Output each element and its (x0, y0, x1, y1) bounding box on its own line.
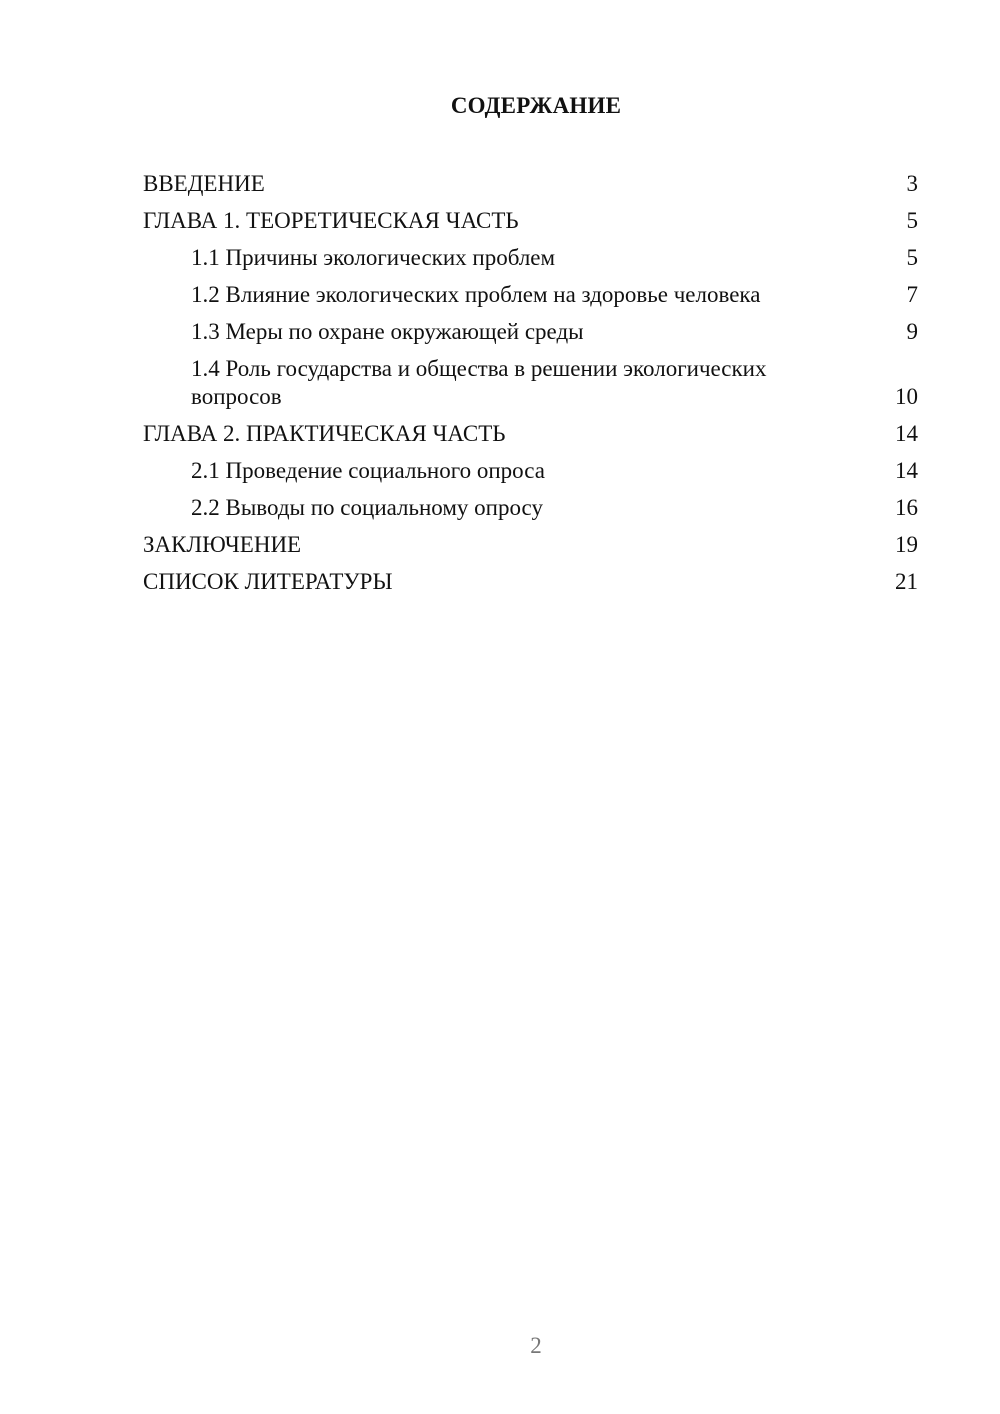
toc-entry-page: 16 (895, 495, 918, 520)
toc-entry-text: 2.1 Проведение социального опроса (191, 458, 545, 483)
toc-entry-text: ВВЕДЕНИЕ (143, 171, 265, 196)
toc-entry-page: 5 (906, 245, 918, 270)
toc-entry-page: 9 (906, 319, 918, 344)
toc-subentry[interactable] (143, 318, 918, 346)
toc-entry[interactable] (143, 170, 918, 198)
toc-entry-text: 1.4 Роль государства и общества в решении экологических вопросов (191, 356, 767, 409)
toc-subentry[interactable] (143, 457, 918, 485)
page-number: 2 (530, 1333, 542, 1358)
toc-entry-text: 1.3 Меры по охране окружающей среды (191, 319, 584, 344)
toc-entry-page: 14 (895, 421, 918, 446)
toc-entry[interactable] (143, 420, 918, 448)
toc-entry-page: 7 (906, 282, 918, 307)
toc-entry[interactable] (143, 531, 918, 559)
toc-entry-text: 2.2 Выводы по социальному опросу (191, 495, 543, 520)
toc-subentry[interactable] (143, 244, 918, 272)
toc-entry-page: 10 (895, 384, 918, 409)
toc-entry-page: 21 (895, 569, 918, 594)
toc-subentry[interactable] (143, 355, 918, 411)
toc-subentry[interactable] (143, 494, 918, 522)
toc-entry-page: 19 (895, 532, 918, 557)
toc-entry-text: ЗАКЛЮЧЕНИЕ (143, 532, 302, 557)
toc-entry-page: 5 (906, 208, 918, 233)
toc-entry[interactable] (143, 568, 918, 596)
toc-entry-text: ГЛАВА 1. ТЕОРЕТИЧЕСКАЯ ЧАСТЬ (143, 208, 519, 233)
toc-entry[interactable] (143, 207, 918, 235)
toc-entry-text: 1.2 Влияние экологических проблем на здоровье человека (191, 282, 761, 307)
table-of-contents (143, 170, 918, 605)
toc-entry-text: 1.1 Причины экологических проблем (191, 245, 556, 270)
toc-entry-page: 3 (906, 171, 918, 196)
toc-entry-text: СПИСОК ЛИТЕРАТУРЫ (143, 569, 393, 594)
page-title: СОДЕРЖАНИЕ (450, 93, 622, 118)
toc-subentry[interactable] (143, 281, 918, 309)
toc-entry-text: ГЛАВА 2. ПРАКТИЧЕСКАЯ ЧАСТЬ (143, 421, 506, 446)
toc-entry-page: 14 (895, 458, 918, 483)
